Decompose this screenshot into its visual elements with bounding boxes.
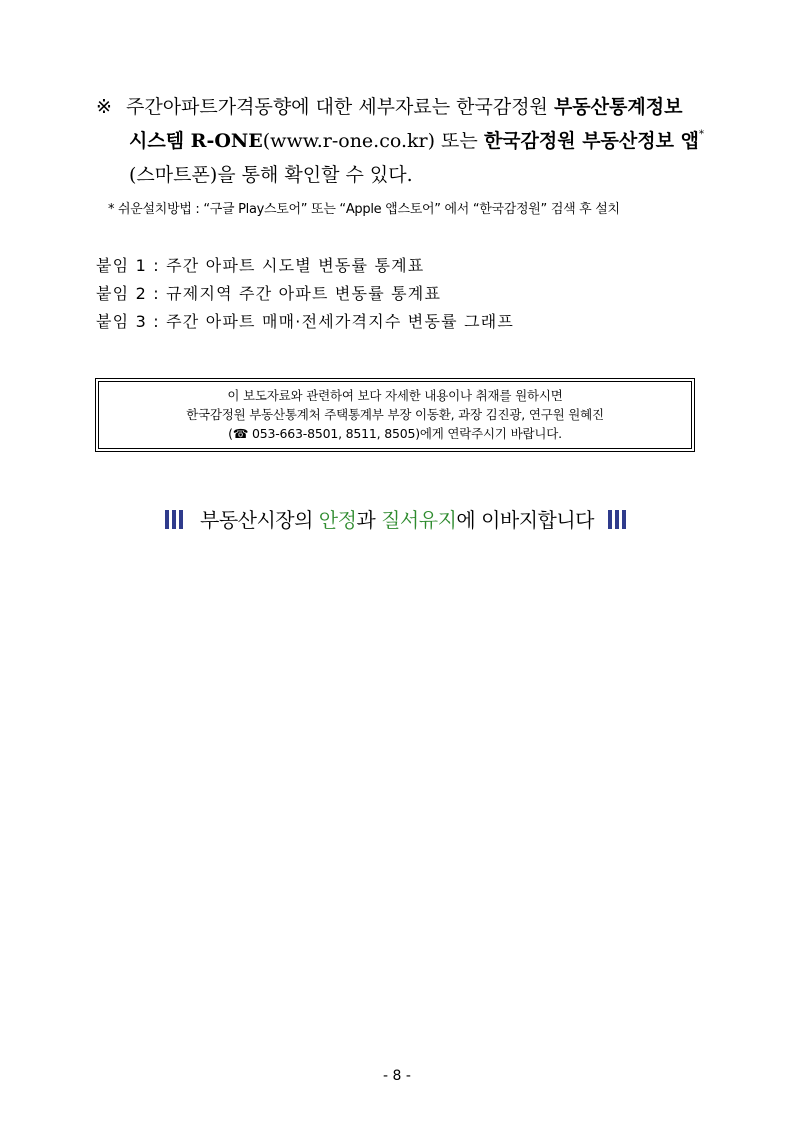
phone-icon: ☎ [232,426,249,441]
slogan-text-1: 부동산시장의 [200,508,319,532]
bars-icon-left [165,510,186,534]
attachment-item: 붙임 1 : 주간 아파트 시도별 변동률 통계표 [96,256,425,275]
attachment-item: 붙임 3 : 주간 아파트 매매·전세가격지수 변동률 그래프 [96,312,515,331]
page-number: - 8 - [383,1068,411,1084]
note-bold-rone-name: 부동산통계정보 [553,96,683,118]
contact-line-2: 한국감정원 부동산통계처 주택통계부 부장 이동환, 과장 김진광, 연구원 원혜진 [186,407,604,422]
slogan-highlight-stability: 안정 [318,508,357,532]
slogan-text-2: 과 [356,508,382,532]
install-instructions: * 쉬운설치방법 : “구글 Play스토어” 또는 “Apple 앱스토어” 에서 “한국감정원” 검색 후 설치 [108,202,620,217]
note-line-2 [96,124,706,158]
reference-mark: ※ [96,96,112,118]
bars-icon-right [608,510,629,534]
attachment-list [96,252,514,336]
note-text-or: 또는 [435,130,484,152]
info-note [96,90,706,192]
note-line-3: (스마트폰)을 통해 확인할 수 있다. [129,164,413,186]
note-bold-app: 한국감정원 부동산정보 앱 [483,130,699,152]
contact-phone-text: 053-663-8501, 8511, 8505)에게 연락주시기 바랍니다. [248,426,562,441]
contact-line-1: 이 보도자료와 관련하여 보다 자세한 내용이나 취재를 원하시면 [227,388,563,403]
open-paren: ( [228,426,233,441]
note-text: 주간아파트가격동향에 대한 세부자료는 한국감정원 [126,96,554,118]
contact-box-inner [98,381,692,449]
contact-line-3 [99,424,691,443]
rone-url: (www.r-one.co.kr) [262,130,436,152]
slogan-highlight-order: 질서유지 [381,508,457,532]
attachment-item: 붙임 2 : 규제지역 주간 아파트 변동률 통계표 [96,284,442,303]
note-line-1 [96,90,706,124]
slogan-text-3: 에 이바지합니다 [456,508,594,532]
footnote-mark: * [698,129,704,140]
note-bold-system: 시스템 R-ONE [129,130,263,152]
slogan [0,504,794,534]
contact-box [95,378,695,452]
